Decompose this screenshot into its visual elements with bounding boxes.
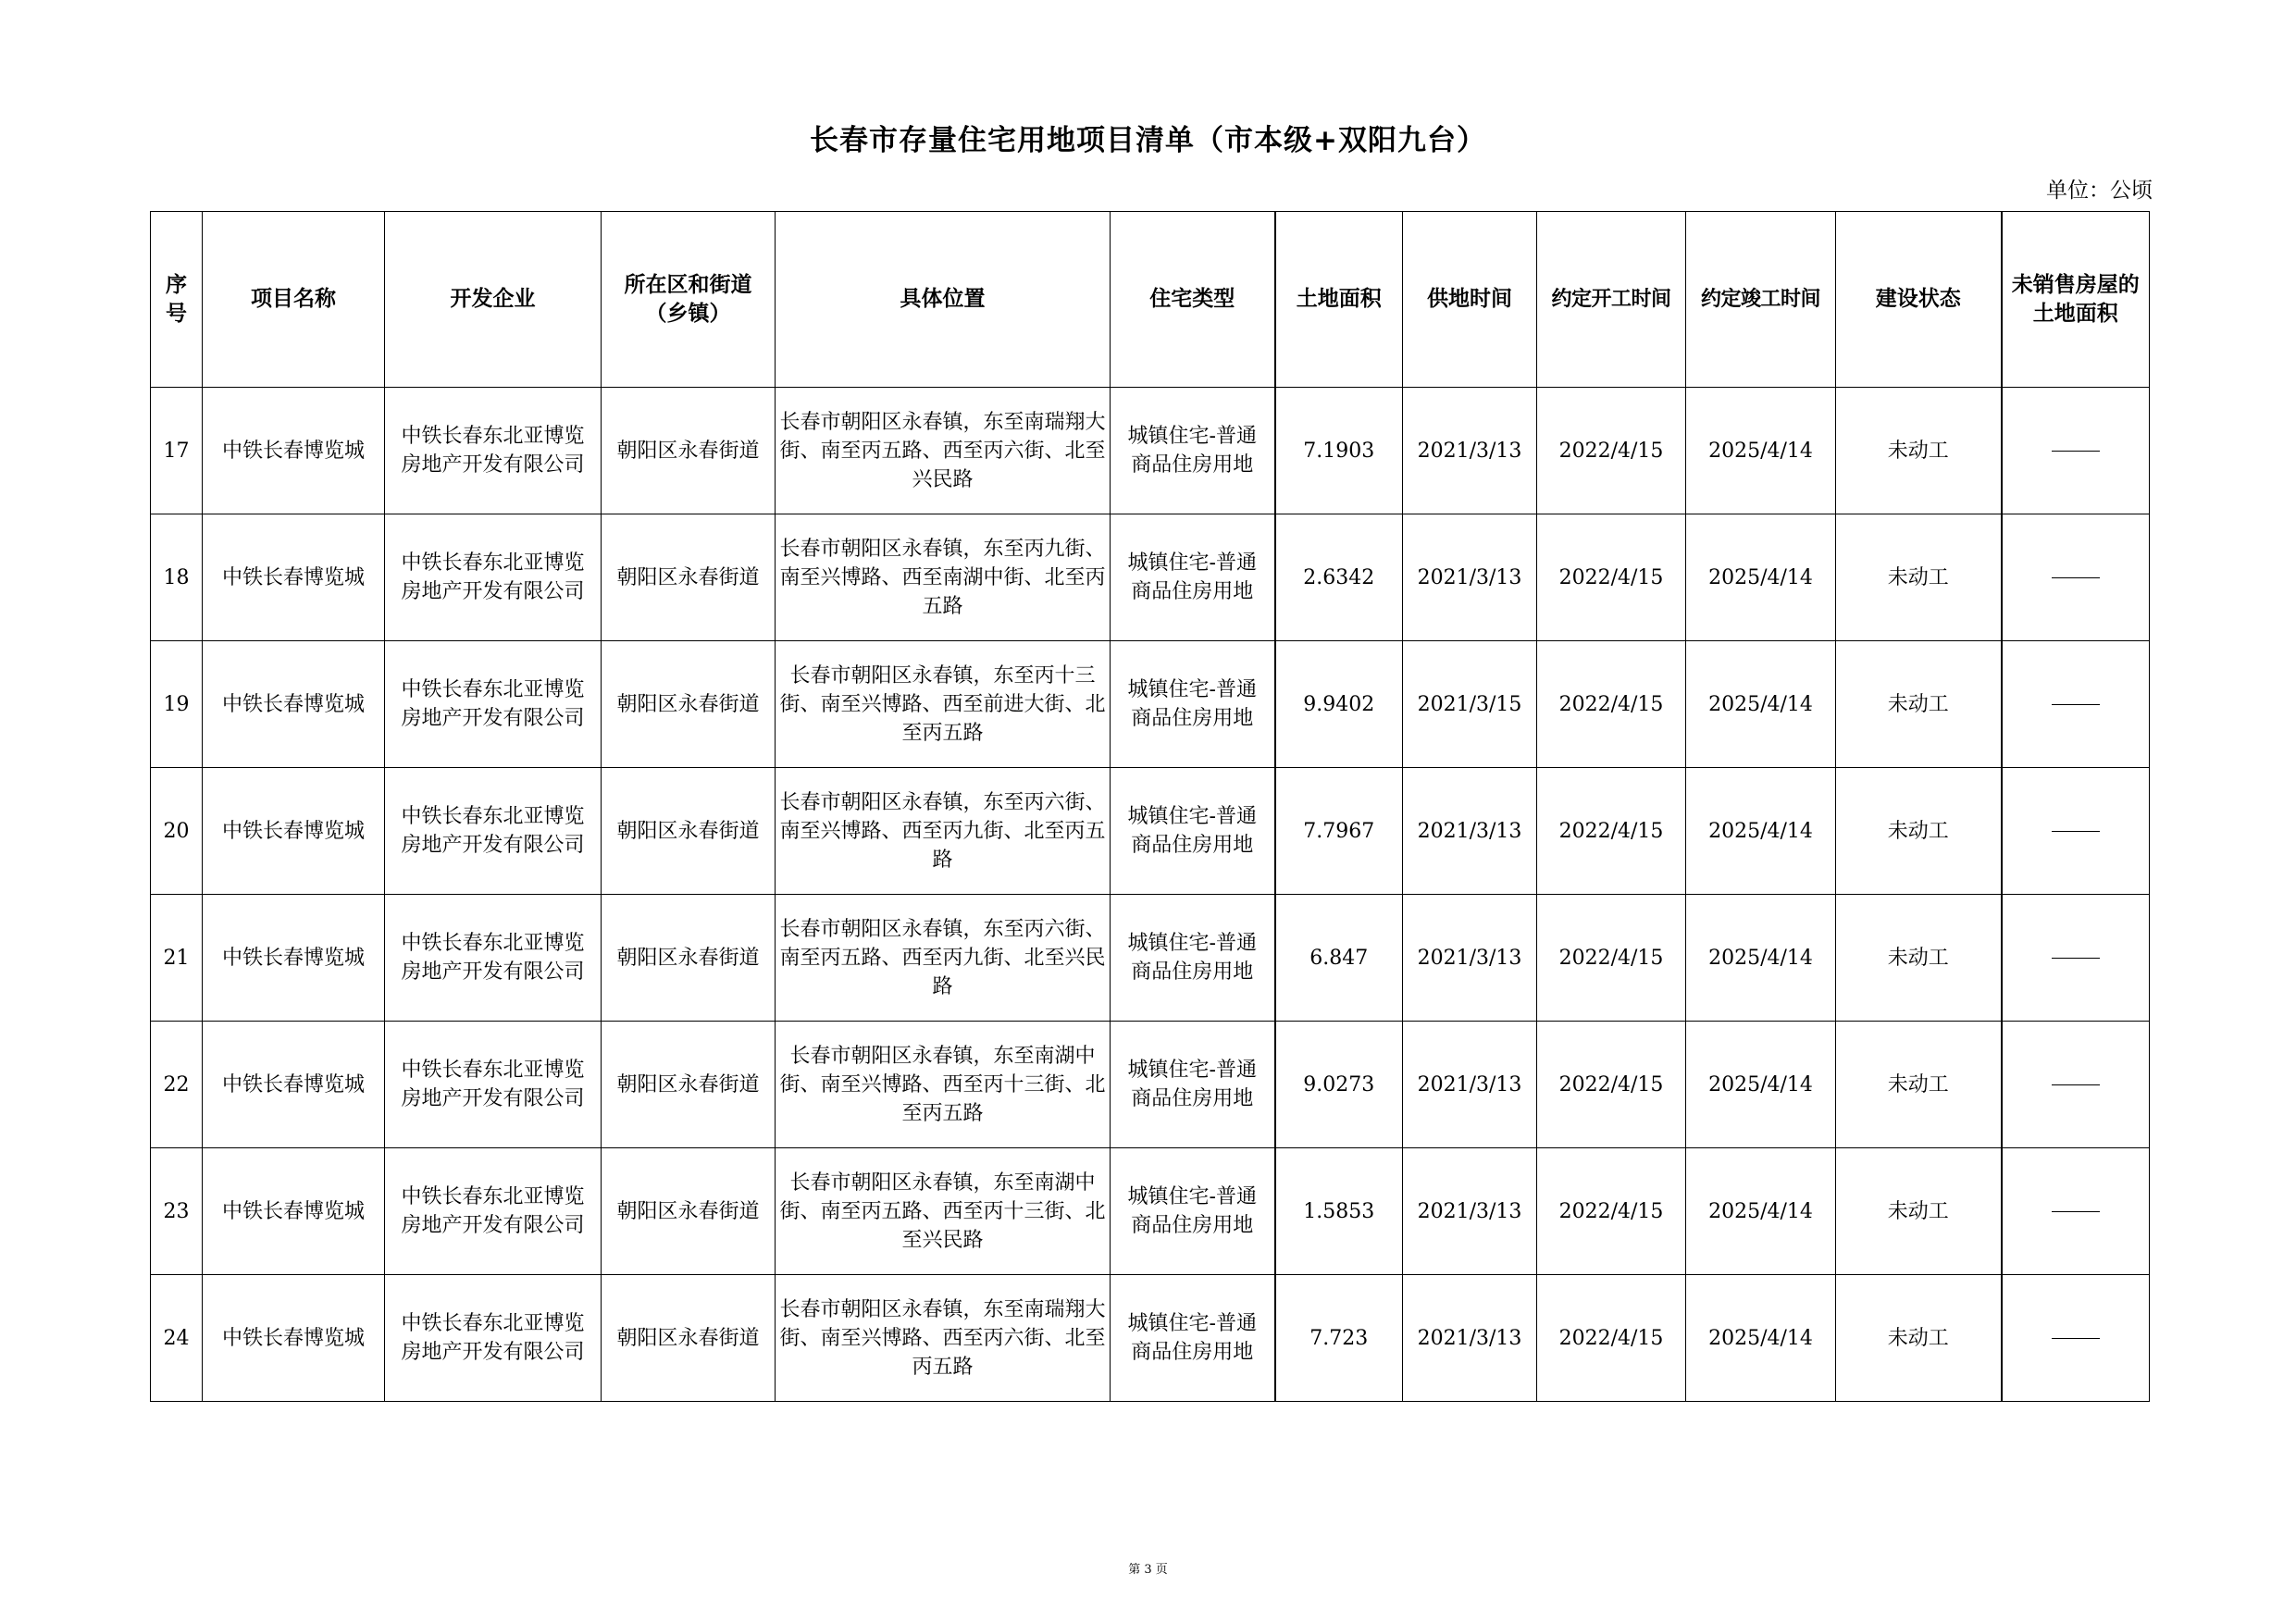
cell-location: 长春市朝阳区永春镇，东至南湖中街、南至丙五路、西至丙十三街、北至兴民路	[776, 1148, 1111, 1275]
cell-project: 中铁长春博览城	[203, 768, 385, 895]
table-row	[151, 768, 2150, 895]
header-status: 建设状态	[1836, 212, 2002, 388]
cell-location: 长春市朝阳区永春镇，东至丙九街、南至兴博路、西至南湖中街、北至丙五路	[776, 514, 1111, 641]
cell-developer: 中铁长春东北亚博览房地产开发有限公司	[385, 768, 602, 895]
cell-developer: 中铁长春东北亚博览房地产开发有限公司	[385, 388, 602, 514]
cell-status: 未动工	[1836, 641, 2002, 768]
cell-supply-date: 2021/3/15	[1403, 641, 1537, 768]
cell-finish-date: 2025/4/14	[1686, 514, 1836, 641]
cell-finish-date: 2025/4/14	[1686, 1148, 1836, 1275]
cell-no: 20	[151, 768, 203, 895]
cell-finish-date: 2025/4/14	[1686, 1275, 1836, 1402]
cell-start-date: 2022/4/15	[1537, 1148, 1686, 1275]
table-row	[151, 641, 2150, 768]
header-developer: 开发企业	[385, 212, 602, 388]
cell-supply-date: 2021/3/13	[1403, 514, 1537, 641]
cell-developer: 中铁长春东北亚博览房地产开发有限公司	[385, 514, 602, 641]
cell-type: 城镇住宅-普通商品住房用地	[1111, 895, 1275, 1022]
cell-district: 朝阳区永春街道	[602, 514, 776, 641]
cell-supply-date: 2021/3/13	[1403, 388, 1537, 514]
cell-area: 6.847	[1275, 895, 1403, 1022]
cell-project: 中铁长春博览城	[203, 1022, 385, 1148]
cell-start-date: 2022/4/15	[1537, 1022, 1686, 1148]
cell-supply-date: 2021/3/13	[1403, 895, 1537, 1022]
cell-district: 朝阳区永春街道	[602, 1148, 776, 1275]
cell-project: 中铁长春博览城	[203, 1148, 385, 1275]
header-supply-date: 供地时间	[1403, 212, 1537, 388]
cell-location: 长春市朝阳区永春镇，东至丙六街、南至兴博路、西至丙九街、北至丙五路	[776, 768, 1111, 895]
header-project: 项目名称	[203, 212, 385, 388]
header-area: 土地面积	[1275, 212, 1403, 388]
cell-status: 未动工	[1836, 768, 2002, 895]
cell-status: 未动工	[1836, 1148, 2002, 1275]
cell-no: 24	[151, 1275, 203, 1402]
cell-start-date: 2022/4/15	[1537, 768, 1686, 895]
cell-project: 中铁长春博览城	[203, 388, 385, 514]
cell-unsold-area	[2002, 1275, 2150, 1402]
cell-supply-date: 2021/3/13	[1403, 768, 1537, 895]
cell-type: 城镇住宅-普通商品住房用地	[1111, 1022, 1275, 1148]
cell-no: 17	[151, 388, 203, 514]
cell-finish-date: 2025/4/14	[1686, 388, 1836, 514]
cell-district: 朝阳区永春街道	[602, 1022, 776, 1148]
header-no: 序号	[151, 212, 203, 388]
page-footer: 第 3 页	[1128, 1563, 1168, 1577]
cell-start-date: 2022/4/15	[1537, 1275, 1686, 1402]
cell-project: 中铁长春博览城	[203, 895, 385, 1022]
not-applicable-dash	[2052, 577, 2100, 578]
cell-start-date: 2022/4/15	[1537, 388, 1686, 514]
table-row	[151, 895, 2150, 1022]
cell-project: 中铁长春博览城	[203, 641, 385, 768]
cell-area: 9.9402	[1275, 641, 1403, 768]
cell-type: 城镇住宅-普通商品住房用地	[1111, 768, 1275, 895]
header-start-date: 约定开工时间	[1537, 212, 1686, 388]
cell-type: 城镇住宅-普通商品住房用地	[1111, 1148, 1275, 1275]
not-applicable-dash	[2052, 451, 2100, 452]
header-district: 所在区和街道（乡镇）	[602, 212, 776, 388]
header-finish-date: 约定竣工时间	[1686, 212, 1836, 388]
cell-location: 长春市朝阳区永春镇，东至南瑞翔大街、南至兴博路、西至丙六街、北至丙五路	[776, 1275, 1111, 1402]
cell-type: 城镇住宅-普通商品住房用地	[1111, 388, 1275, 514]
cell-area: 7.723	[1275, 1275, 1403, 1402]
cell-area: 9.0273	[1275, 1022, 1403, 1148]
table-row	[151, 1148, 2150, 1275]
cell-no: 19	[151, 641, 203, 768]
table-row	[151, 1022, 2150, 1148]
cell-type: 城镇住宅-普通商品住房用地	[1111, 514, 1275, 641]
not-applicable-dash	[2052, 1211, 2100, 1212]
not-applicable-dash	[2052, 704, 2100, 705]
cell-no: 18	[151, 514, 203, 641]
table-row	[151, 1275, 2150, 1402]
cell-start-date: 2022/4/15	[1537, 641, 1686, 768]
cell-supply-date: 2021/3/13	[1403, 1022, 1537, 1148]
cell-area: 2.6342	[1275, 514, 1403, 641]
cell-location: 长春市朝阳区永春镇，东至南湖中街、南至兴博路、西至丙十三街、北至丙五路	[776, 1022, 1111, 1148]
cell-developer: 中铁长春东北亚博览房地产开发有限公司	[385, 641, 602, 768]
not-applicable-dash	[2052, 831, 2100, 832]
cell-finish-date: 2025/4/14	[1686, 895, 1836, 1022]
table-row	[151, 514, 2150, 641]
cell-supply-date: 2021/3/13	[1403, 1275, 1537, 1402]
cell-type: 城镇住宅-普通商品住房用地	[1111, 1275, 1275, 1402]
cell-no: 21	[151, 895, 203, 1022]
cell-status: 未动工	[1836, 1022, 2002, 1148]
cell-district: 朝阳区永春街道	[602, 641, 776, 768]
cell-district: 朝阳区永春街道	[602, 768, 776, 895]
cell-unsold-area	[2002, 768, 2150, 895]
cell-area: 7.1903	[1275, 388, 1403, 514]
table-row	[151, 388, 2150, 514]
cell-developer: 中铁长春东北亚博览房地产开发有限公司	[385, 1275, 602, 1402]
cell-status: 未动工	[1836, 388, 2002, 514]
cell-developer: 中铁长春东北亚博览房地产开发有限公司	[385, 895, 602, 1022]
cell-district: 朝阳区永春街道	[602, 895, 776, 1022]
cell-district: 朝阳区永春街道	[602, 388, 776, 514]
cell-type: 城镇住宅-普通商品住房用地	[1111, 641, 1275, 768]
cell-finish-date: 2025/4/14	[1686, 1022, 1836, 1148]
cell-supply-date: 2021/3/13	[1403, 1148, 1537, 1275]
cell-status: 未动工	[1836, 1275, 2002, 1402]
not-applicable-dash	[2052, 1084, 2100, 1085]
cell-no: 22	[151, 1022, 203, 1148]
cell-area: 1.5853	[1275, 1148, 1403, 1275]
cell-start-date: 2022/4/15	[1537, 514, 1686, 641]
cell-finish-date: 2025/4/14	[1686, 768, 1836, 895]
cell-status: 未动工	[1836, 514, 2002, 641]
cell-developer: 中铁长春东北亚博览房地产开发有限公司	[385, 1148, 602, 1275]
cell-status: 未动工	[1836, 895, 2002, 1022]
cell-project: 中铁长春博览城	[203, 1275, 385, 1402]
cell-developer: 中铁长春东北亚博览房地产开发有限公司	[385, 1022, 602, 1148]
cell-no: 23	[151, 1148, 203, 1275]
cell-unsold-area	[2002, 1022, 2150, 1148]
cell-location: 长春市朝阳区永春镇，东至丙六街、南至丙五路、西至丙九街、北至兴民路	[776, 895, 1111, 1022]
cell-location: 长春市朝阳区永春镇，东至南瑞翔大街、南至丙五路、西至丙六街、北至兴民路	[776, 388, 1111, 514]
table-header-row	[151, 212, 2150, 388]
cell-start-date: 2022/4/15	[1537, 895, 1686, 1022]
header-type: 住宅类型	[1111, 212, 1275, 388]
header-unsold-area: 未销售房屋的土地面积	[2002, 212, 2150, 388]
unit-label: 单位：公顷	[2046, 179, 2153, 203]
cell-unsold-area	[2002, 388, 2150, 514]
cell-unsold-area	[2002, 641, 2150, 768]
document-title: 长春市存量住宅用地项目清单（市本级+双阳九台）	[810, 124, 1486, 157]
cell-area: 7.7967	[1275, 768, 1403, 895]
cell-unsold-area	[2002, 514, 2150, 641]
land-list-table	[150, 211, 2150, 1402]
not-applicable-dash	[2052, 1338, 2100, 1339]
cell-location: 长春市朝阳区永春镇，东至丙十三街、南至兴博路、西至前进大街、北至丙五路	[776, 641, 1111, 768]
table-body	[151, 388, 2150, 1402]
cell-unsold-area	[2002, 1148, 2150, 1275]
header-location: 具体位置	[776, 212, 1111, 388]
cell-district: 朝阳区永春街道	[602, 1275, 776, 1402]
cell-finish-date: 2025/4/14	[1686, 641, 1836, 768]
cell-project: 中铁长春博览城	[203, 514, 385, 641]
cell-unsold-area	[2002, 895, 2150, 1022]
not-applicable-dash	[2052, 958, 2100, 959]
